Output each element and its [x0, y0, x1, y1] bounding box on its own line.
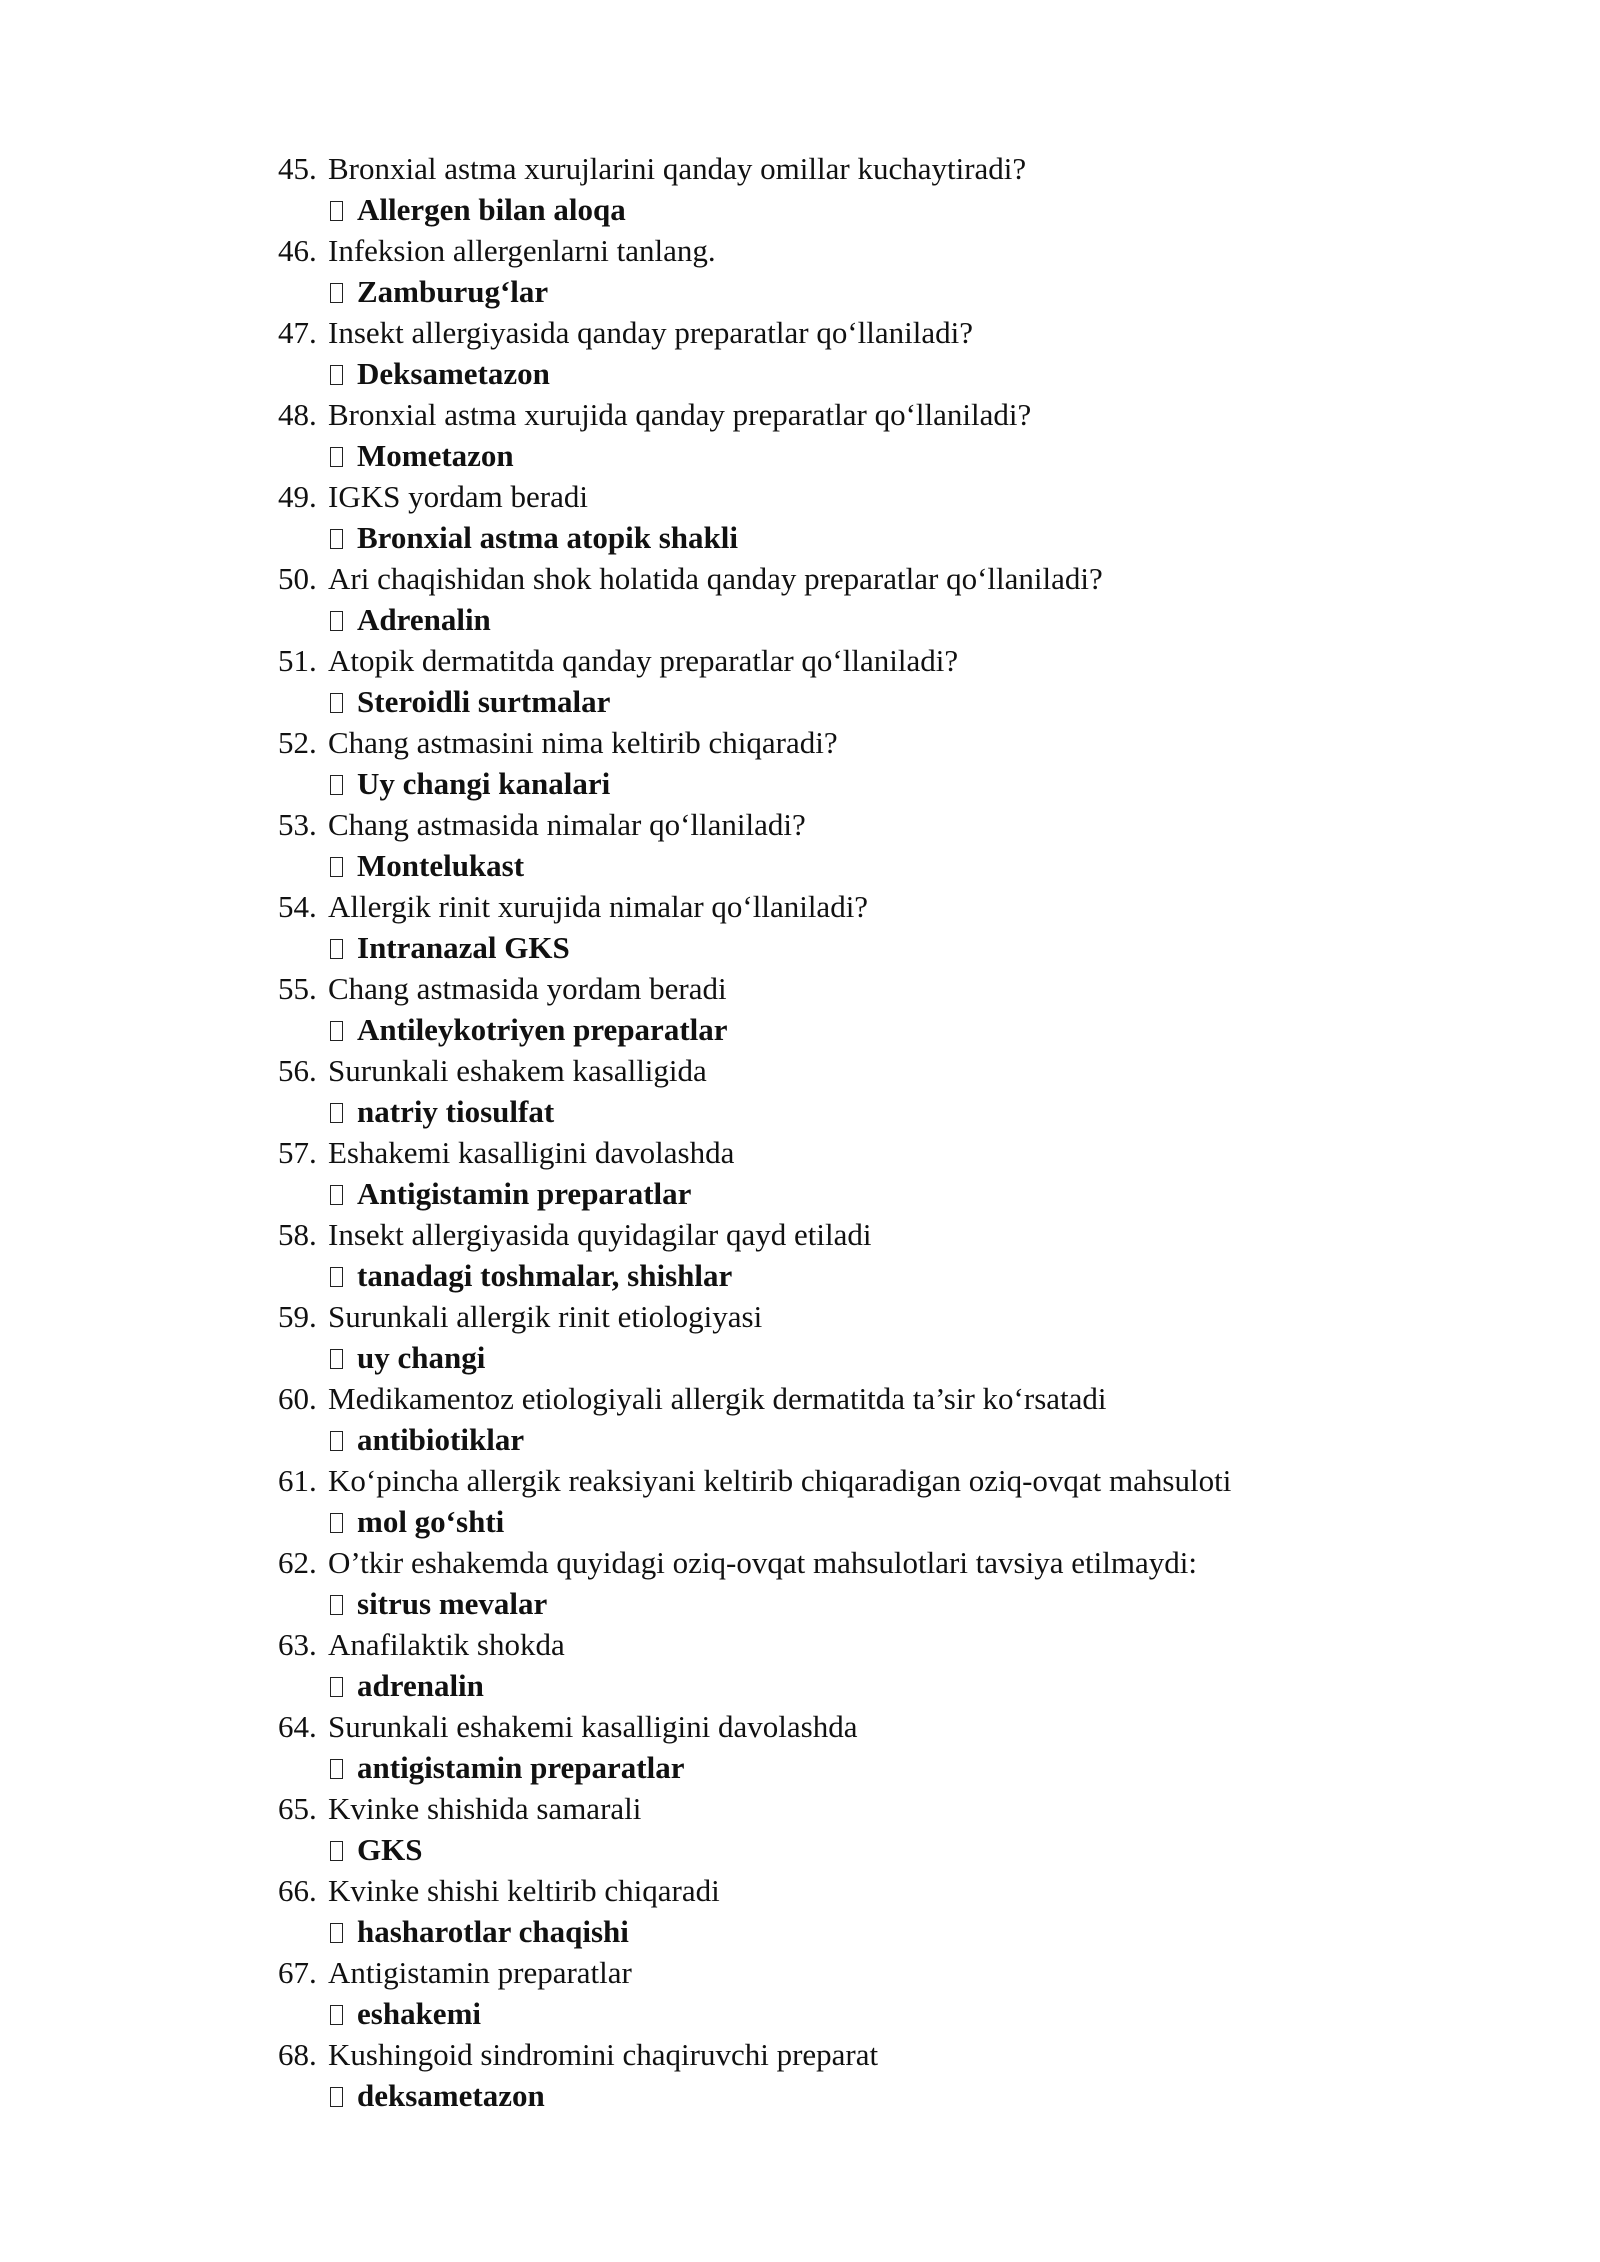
question-item — [278, 394, 1231, 476]
question-item — [278, 1788, 1231, 1870]
question-text: Kvinke shishi keltirib chiqaradi — [328, 1873, 720, 1908]
question-item — [278, 1952, 1231, 2034]
question-line — [278, 1460, 1231, 1501]
missing-glyph-box-icon — [330, 775, 343, 795]
answer-text: mol go‘shti — [357, 1504, 505, 1539]
question-line — [278, 1542, 1231, 1583]
question-item — [278, 148, 1231, 230]
missing-glyph-box-icon — [330, 939, 343, 959]
missing-glyph-box-icon — [330, 447, 343, 467]
question-item — [278, 1542, 1231, 1624]
question-item — [278, 968, 1231, 1050]
answer-text: Allergen bilan aloqa — [357, 192, 626, 227]
missing-glyph-box-icon — [330, 1267, 343, 1287]
question-text: Bronxial astma xurujlarini qanday omillar kuchaytiradi? — [328, 151, 1027, 186]
question-line — [278, 2034, 1231, 2075]
question-number: 53. — [278, 807, 317, 842]
missing-glyph-box-icon — [330, 1759, 343, 1779]
question-line — [278, 1050, 1231, 1091]
answer-line — [278, 1337, 1231, 1378]
missing-glyph-box-icon — [330, 1595, 343, 1615]
question-text: O’tkir eshakemda quyidagi oziq-ovqat mahsulotlari tavsiya etilmaydi: — [328, 1545, 1197, 1580]
question-item — [278, 312, 1231, 394]
question-item — [278, 1050, 1231, 1132]
missing-glyph-box-icon — [330, 1103, 343, 1123]
answer-text: uy changi — [357, 1340, 486, 1375]
question-line — [278, 1132, 1231, 1173]
question-number: 61. — [278, 1463, 317, 1498]
answer-text: GKS — [357, 1832, 423, 1867]
missing-glyph-box-icon — [330, 1185, 343, 1205]
question-text: Allergik rinit xurujida nimalar qo‘llaniladi? — [328, 889, 869, 924]
answer-text: Deksametazon — [357, 356, 550, 391]
question-number: 57. — [278, 1135, 317, 1170]
question-line — [278, 312, 1231, 353]
answer-text: deksametazon — [357, 2078, 545, 2113]
answer-text: Uy changi kanalari — [357, 766, 611, 801]
question-line — [278, 640, 1231, 681]
answer-text: antigistamin preparatlar — [357, 1750, 685, 1785]
question-number: 60. — [278, 1381, 317, 1416]
question-line — [278, 1296, 1231, 1337]
question-item — [278, 476, 1231, 558]
missing-glyph-box-icon — [330, 283, 343, 303]
answer-text: natriy tiosulfat — [357, 1094, 555, 1129]
question-number: 54. — [278, 889, 317, 924]
missing-glyph-box-icon — [330, 1021, 343, 1041]
answer-line — [278, 681, 1231, 722]
question-line — [278, 1870, 1231, 1911]
answer-text: Zamburug‘lar — [357, 274, 549, 309]
answer-line — [278, 435, 1231, 476]
question-text: IGKS yordam beradi — [328, 479, 588, 514]
question-text: Bronxial astma xurujida qanday preparatlar qo‘llaniladi? — [328, 397, 1032, 432]
question-number: 50. — [278, 561, 317, 596]
question-number: 56. — [278, 1053, 317, 1088]
question-number: 58. — [278, 1217, 317, 1252]
question-number: 62. — [278, 1545, 317, 1580]
answer-text: Steroidli surtmalar — [357, 684, 611, 719]
question-line — [278, 722, 1231, 763]
question-text: Eshakemi kasalligini davolashda — [328, 1135, 735, 1170]
question-item — [278, 1624, 1231, 1706]
question-item — [278, 804, 1231, 886]
answer-line — [278, 1501, 1231, 1542]
question-number: 52. — [278, 725, 317, 760]
question-text: Infeksion allergenlarni tanlang. — [328, 233, 716, 268]
missing-glyph-box-icon — [330, 1431, 343, 1451]
question-item — [278, 1214, 1231, 1296]
missing-glyph-box-icon — [330, 1841, 343, 1861]
missing-glyph-box-icon — [330, 1513, 343, 1533]
question-text: Chang astmasini nima keltirib chiqaradi? — [328, 725, 838, 760]
question-text: Insekt allergiyasida quyidagilar qayd etiladi — [328, 1217, 872, 1252]
question-line — [278, 148, 1231, 189]
question-item — [278, 1706, 1231, 1788]
answer-line — [278, 1091, 1231, 1132]
missing-glyph-box-icon — [330, 1677, 343, 1697]
question-text: Antigistamin preparatlar — [328, 1955, 632, 1990]
answer-line — [278, 353, 1231, 394]
question-line — [278, 1624, 1231, 1665]
answer-text: tanadagi toshmalar, shishlar — [357, 1258, 733, 1293]
question-number: 48. — [278, 397, 317, 432]
answer-line — [278, 1993, 1231, 2034]
question-item — [278, 1378, 1231, 1460]
question-line — [278, 1378, 1231, 1419]
missing-glyph-box-icon — [330, 857, 343, 877]
question-number: 59. — [278, 1299, 317, 1334]
question-text: Surunkali eshakemi kasalligini davolashda — [328, 1709, 858, 1744]
answer-line — [278, 517, 1231, 558]
answer-line — [278, 845, 1231, 886]
question-item — [278, 722, 1231, 804]
question-number: 55. — [278, 971, 317, 1006]
question-item — [278, 886, 1231, 968]
question-line — [278, 1214, 1231, 1255]
answer-line — [278, 1665, 1231, 1706]
missing-glyph-box-icon — [330, 2087, 343, 2107]
question-number: 46. — [278, 233, 317, 268]
question-number: 64. — [278, 1709, 317, 1744]
question-number: 45. — [278, 151, 317, 186]
answer-line — [278, 1911, 1231, 1952]
question-line — [278, 1788, 1231, 1829]
question-line — [278, 558, 1231, 599]
answer-text: Bronxial astma atopik shakli — [357, 520, 738, 555]
question-text: Anafilaktik shokda — [328, 1627, 565, 1662]
question-number: 63. — [278, 1627, 317, 1662]
missing-glyph-box-icon — [330, 611, 343, 631]
missing-glyph-box-icon — [330, 365, 343, 385]
question-text: Chang astmasida nimalar qo‘llaniladi? — [328, 807, 806, 842]
question-text: Surunkali allergik rinit etiologiyasi — [328, 1299, 763, 1334]
question-line — [278, 886, 1231, 927]
question-line — [278, 394, 1231, 435]
missing-glyph-box-icon — [330, 1923, 343, 1943]
answer-text: Montelukast — [357, 848, 525, 883]
answer-text: antibiotiklar — [357, 1422, 525, 1457]
answer-text: adrenalin — [357, 1668, 484, 1703]
answer-text: Mometazon — [357, 438, 514, 473]
missing-glyph-box-icon — [330, 2005, 343, 2025]
question-line — [278, 1706, 1231, 1747]
answer-text: Antigistamin preparatlar — [357, 1176, 692, 1211]
answer-line — [278, 927, 1231, 968]
question-number: 65. — [278, 1791, 317, 1826]
answer-line — [278, 1419, 1231, 1460]
missing-glyph-box-icon — [330, 1349, 343, 1369]
question-line — [278, 230, 1231, 271]
question-item — [278, 640, 1231, 722]
question-list — [278, 148, 1231, 2116]
question-line — [278, 1952, 1231, 1993]
answer-text: Intranazal GKS — [357, 930, 570, 965]
answer-line — [278, 1583, 1231, 1624]
answer-text: eshakemi — [357, 1996, 481, 2031]
question-number: 51. — [278, 643, 317, 678]
answer-line — [278, 1009, 1231, 1050]
question-item — [278, 1460, 1231, 1542]
answer-line — [278, 1173, 1231, 1214]
question-number: 49. — [278, 479, 317, 514]
question-text: Kushingoid sindromini chaqiruvchi preparat — [328, 2037, 879, 2072]
answer-line — [278, 271, 1231, 312]
question-text: Atopik dermatitda qanday preparatlar qo‘llaniladi? — [328, 643, 959, 678]
answer-line — [278, 1255, 1231, 1296]
answer-line — [278, 189, 1231, 230]
answer-text: sitrus mevalar — [357, 1586, 548, 1621]
answer-text: Adrenalin — [357, 602, 491, 637]
question-text: Medikamentoz etiologiyali allergik dermatitda ta’sir ko‘rsatadi — [328, 1381, 1107, 1416]
question-text: Kvinke shishida samarali — [328, 1791, 642, 1826]
question-item — [278, 2034, 1231, 2116]
question-line — [278, 968, 1231, 1009]
missing-glyph-box-icon — [330, 529, 343, 549]
missing-glyph-box-icon — [330, 693, 343, 713]
question-text: Chang astmasida yordam beradi — [328, 971, 727, 1006]
answer-line — [278, 2075, 1231, 2116]
question-text: Ari chaqishidan shok holatida qanday preparatlar qo‘llaniladi? — [328, 561, 1103, 596]
answer-line — [278, 1747, 1231, 1788]
question-item — [278, 230, 1231, 312]
question-text: Surunkali eshakem kasalligida — [328, 1053, 707, 1088]
question-line — [278, 476, 1231, 517]
question-number: 68. — [278, 2037, 317, 2072]
question-item — [278, 558, 1231, 640]
question-number: 47. — [278, 315, 317, 350]
question-item — [278, 1870, 1231, 1952]
question-item — [278, 1132, 1231, 1214]
question-number: 67. — [278, 1955, 317, 1990]
question-line — [278, 804, 1231, 845]
question-text: Ko‘pincha allergik reaksiyani keltirib chiqaradigan oziq-ovqat mahsuloti — [328, 1463, 1232, 1498]
question-text: Insekt allergiyasida qanday preparatlar qo‘llaniladi? — [328, 315, 973, 350]
question-item — [278, 1296, 1231, 1378]
missing-glyph-box-icon — [330, 201, 343, 221]
answer-line — [278, 763, 1231, 804]
answer-line — [278, 1829, 1231, 1870]
answer-text: hasharotlar chaqishi — [357, 1914, 629, 1949]
question-number: 66. — [278, 1873, 317, 1908]
answer-line — [278, 599, 1231, 640]
answer-text: Antileykotriyen preparatlar — [357, 1012, 728, 1047]
